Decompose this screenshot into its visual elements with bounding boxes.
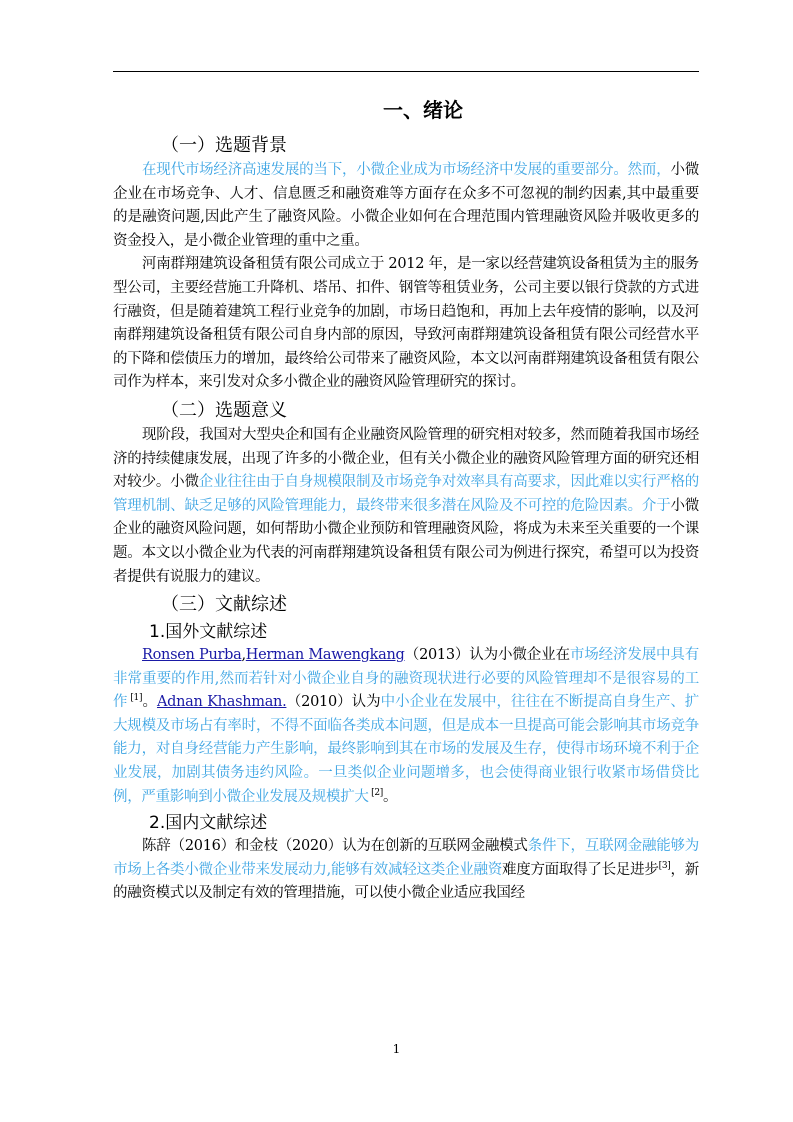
text-run: 现阶段，我国对大型央企和国有企业融资风险管理的研究相对较多，然而随着我国市场经济的持续健康发展，出现了许多的小微企业，但有关小微企业的融资风险管理方面的研究还相对较少。小微	[113, 426, 699, 491]
section-heading-significance: （二）选题意义	[161, 399, 287, 421]
section-heading-literature-review: （三）文献综述	[161, 594, 287, 616]
text-run: 难度方面取得了长足进步	[501, 861, 659, 878]
text-run: 小微企业的融资风险问题，如何帮助小微企业预防和管理融资风险，将成为未来至关重要的一个课题。本文以小微企业为代表的河南群翔建筑设备租赁有限公司为例进行探究，希望可以为投资者提供有说服力的建议。	[113, 497, 699, 585]
author-link[interactable]: Adnan Khashman.	[156, 694, 287, 711]
text-run: 陈辞（2016）和金枝（2020）认为在创新的互联网金融模式	[142, 838, 528, 855]
paragraph	[113, 253, 699, 395]
author-link[interactable]: Ronsen Purba	[142, 647, 242, 664]
text-run: 小微企业在市场竞争、人才、信息匮乏和融资难等方面存在众多不可忽视的制约因素,其中最重要的是融资问题,因此产生了融资风险。小微企业如何在合理范围内管理融资风险并吸收更多的资金投入，是小微企业管理的重中之重。	[113, 162, 699, 249]
subsection-heading-domestic: 2.国内文献综述	[149, 813, 268, 834]
paragraph	[113, 424, 699, 589]
text-run: ,	[241, 647, 246, 664]
text-run: （2013）认为小微企业在	[404, 647, 570, 664]
text-run: 。	[383, 788, 398, 805]
paragraph	[113, 644, 699, 809]
subsection-heading-foreign: 1.国外文献综述	[149, 622, 268, 643]
page-content	[113, 90, 699, 906]
text-run: （2010）认为	[286, 694, 381, 711]
highlighted-text: 市场经济发展中具有非常重要的作用,然而若针对小微企业自身的融资现状进行必要的风险管理却不是很容易的工作	[113, 647, 699, 711]
section-heading-background: （一）选题背景	[161, 135, 287, 156]
author-link[interactable]: Herman Mawengkang	[245, 647, 405, 664]
highlighted-text: 中小企业在发展中，往往在不断提高自身生产、扩大规模及市场占有率时，不得不面临各类成本问题，但是成本一旦提高可能会影响其市场竞争能力，对自身经营能力产生影响，最终影响到其在市场的发展及生存，使得市场环境不利于企业发展，加剧其债务违约风险。一旦类似企业问题增多，也会使得商业银行收紧市场借贷比例，严重影响到小微企业发展及规模扩大	[113, 694, 700, 805]
paragraph	[113, 835, 699, 906]
text-run: ，新的融资模式以及制定有效的管理措施，可以使小微企业适应我国经	[113, 861, 699, 902]
paragraph	[113, 159, 699, 253]
highlighted-text: 在现代市场经济高速发展的当下，小微企业成为市场经济中发展的重要部分。然而，	[142, 162, 671, 178]
text-run: 。	[142, 694, 157, 711]
highlighted-text: 条件下，互联网金融能够为市场上各类小微企业带来发展动力,能够有效减轻这类企业融资	[113, 838, 699, 878]
page-title: 一、绪论	[383, 98, 463, 122]
citation-marker: [1]	[127, 693, 143, 704]
header-rule	[113, 71, 699, 72]
page-number: 1	[392, 1042, 401, 1056]
citation-marker: [3]	[658, 861, 671, 872]
highlighted-text: 企业往往由于自身规模限制及市场竞争对效率具有高要求，因此难以实行严格的管理机制、缺乏足够的风险管理能力，最终带来很多潜在风险及不可控的危险因素。介于	[113, 474, 700, 514]
text-run: 河南群翔建筑设备租赁有限公司成立于 2012 年，是一家以经营建筑设备租赁为主的服务型公司，主要经营施工升降机、塔吊、扣件、钢管等租赁业务，公司主要以银行贷款的方式进行融资，但是随着建筑工程行业竞争的加剧，市场日趋饱和，再加上去年疫情的影响，以及河南群翔建筑设备租赁有限公司自身内部的原因，导致河南群翔建筑设备租赁有限公司经营水平的下降和偿债压力的增加，最终给公司带来了融资风险，本文以河南群翔建筑设备租赁有限公司作为样本，来引发对众多小微企业的融资风险管理研究的探讨。	[113, 256, 699, 391]
citation-marker: [2]	[368, 787, 384, 798]
